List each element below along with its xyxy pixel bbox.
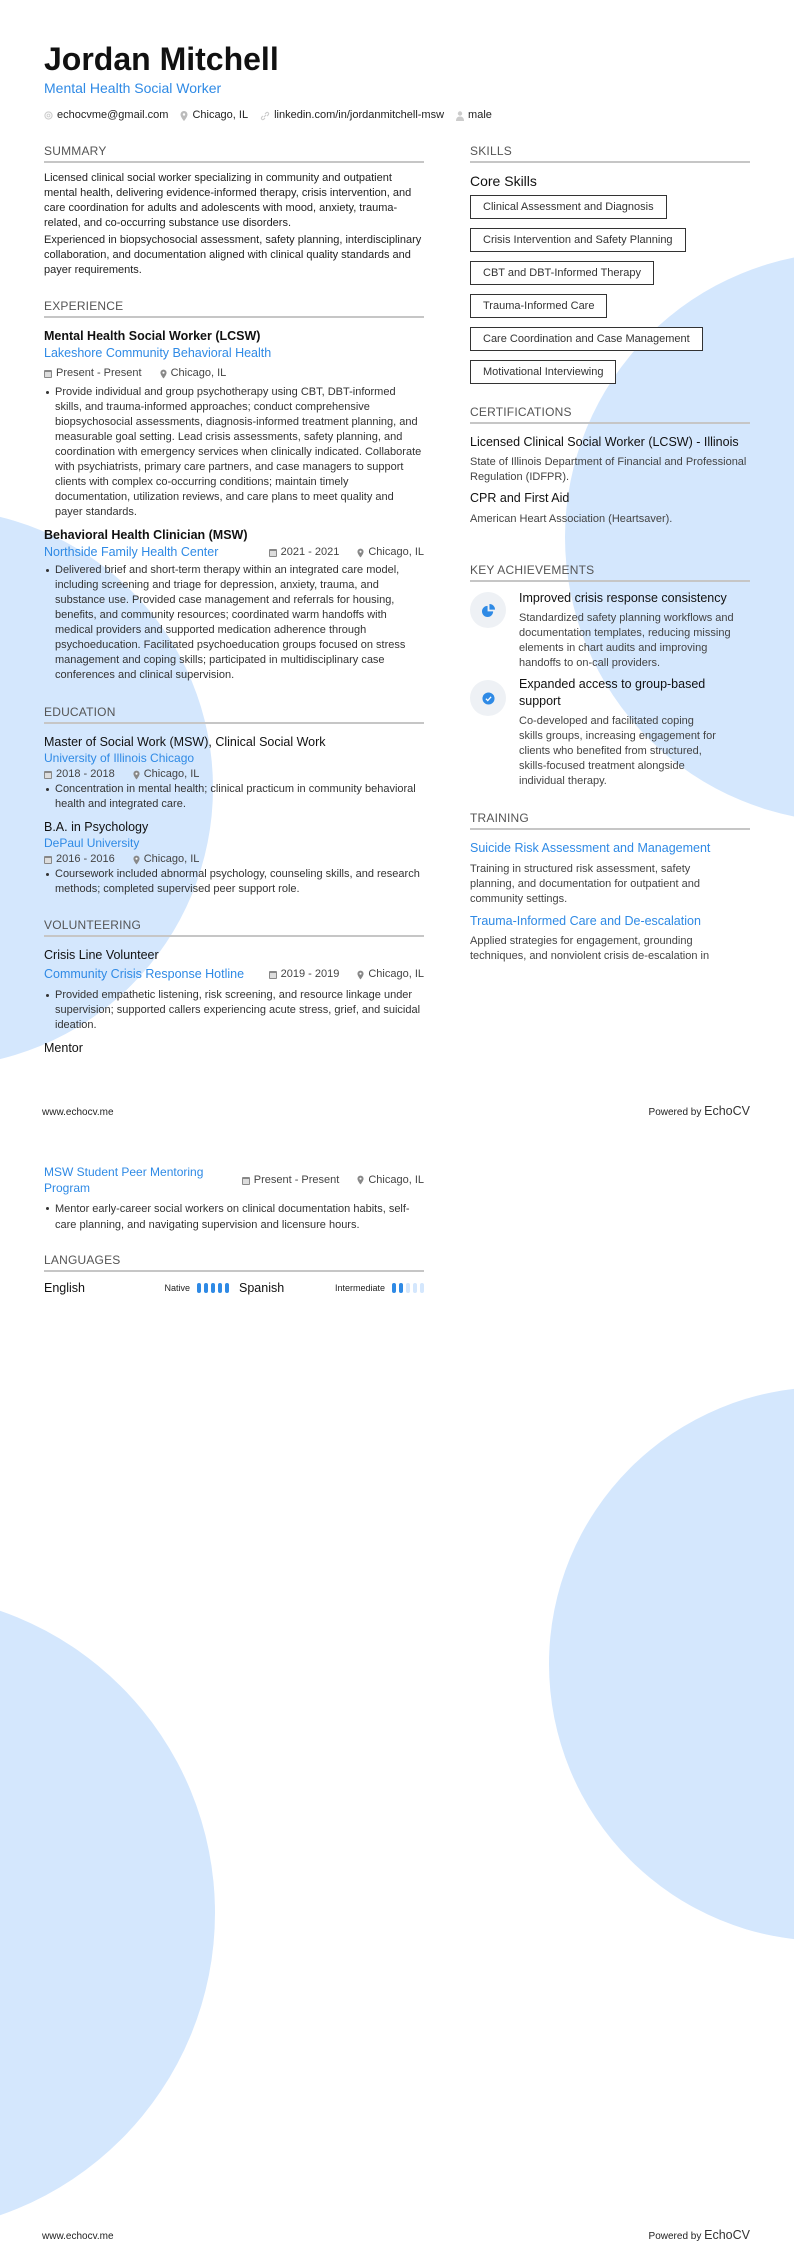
location-pin-icon bbox=[133, 855, 140, 865]
volunteering-section bbox=[44, 917, 424, 1057]
languages-section bbox=[44, 1252, 424, 1295]
achievement-icon-wrap bbox=[470, 592, 506, 628]
education-bullet: Coursework included abnormal psychology, counseling skills, and research methods; completed supervised peer support role. bbox=[44, 867, 424, 897]
footer-website[interactable]: www.echocv.me bbox=[42, 1107, 114, 1118]
skill-tag: Clinical Assessment and Diagnosis bbox=[470, 195, 667, 219]
volunteer-bullet: Provided empathetic listening, risk screening, and resource linkage under supervision; supported callers experiencing acute stress, grief, and suicidal ideation. bbox=[44, 988, 424, 1033]
location-text: Chicago, IL bbox=[192, 109, 249, 121]
employer: Lakeshore Community Behavioral Health bbox=[44, 346, 272, 360]
check-badge-icon bbox=[482, 692, 495, 705]
achievements-section bbox=[470, 562, 750, 582]
achievement-item bbox=[470, 590, 750, 671]
gender-text: male bbox=[468, 109, 492, 121]
skills-group-title: Core Skills bbox=[470, 173, 537, 189]
candidate-title: Mental Health Social Worker bbox=[44, 80, 222, 96]
language-item bbox=[239, 1281, 424, 1295]
skills-list bbox=[470, 195, 750, 393]
education-bullet: Concentration in mental health; clinical practicum in community behavioral health and integrated care. bbox=[44, 782, 424, 812]
language-rating bbox=[164, 1283, 229, 1293]
education-entry bbox=[44, 734, 424, 812]
language-item bbox=[44, 1281, 229, 1295]
brand-logo: EchoCV bbox=[704, 2228, 750, 2242]
calendar-icon bbox=[242, 1176, 250, 1185]
summary-paragraph: Experienced in biopsychosocial assessment, safety planning, interdisciplinary collaboration, and documentation aligned with clinical quality standards and payer requirements. bbox=[44, 234, 422, 276]
calendar-icon bbox=[44, 855, 52, 864]
volunteer-entry-continued bbox=[44, 1164, 424, 1233]
skill-tag: Trauma-Informed Care bbox=[470, 294, 607, 318]
powered-by-text: Powered by bbox=[648, 2231, 702, 2242]
volunteer-bullet: Mentor early-career social workers on clinical documentation habits, self-care planning, and navigating supervision and licensure hours. bbox=[44, 1201, 424, 1233]
volunteer-org-row bbox=[44, 966, 424, 983]
education-meta bbox=[44, 767, 424, 782]
education-dates: 2016 - 2016 bbox=[56, 853, 115, 865]
job-location: Chicago, IL bbox=[368, 546, 424, 558]
achievement-title: Expanded access to group-based support bbox=[519, 677, 706, 708]
location-pin-icon bbox=[357, 548, 364, 558]
cert-issuer: American Heart Association (Heartsaver). bbox=[470, 513, 673, 525]
education-dates: 2018 - 2018 bbox=[56, 768, 115, 780]
education-location: Chicago, IL bbox=[143, 853, 200, 865]
skill-tag: CBT and DBT-Informed Therapy bbox=[470, 261, 654, 285]
rating-dot bbox=[406, 1283, 410, 1293]
email-text: echocvme@gmail.com bbox=[57, 109, 169, 121]
training-title: Suicide Risk Assessment and Management bbox=[470, 841, 711, 855]
achievement-desc: Co-developed and facilitated coping skills groups, increasing engagement for clients who benefited from structured, skills-focused treatment alongside individual therapy. bbox=[519, 715, 716, 787]
rating-dot bbox=[197, 1283, 201, 1293]
rating-dot bbox=[413, 1283, 417, 1293]
location-pin-icon bbox=[180, 111, 188, 121]
rating-dot bbox=[211, 1283, 215, 1293]
rating-dot bbox=[392, 1283, 396, 1293]
training-section bbox=[470, 810, 750, 964]
skill-tag: Motivational Interviewing bbox=[470, 360, 616, 384]
languages-list bbox=[44, 1281, 424, 1295]
job-dates: Present - Present bbox=[56, 367, 142, 379]
resume-header bbox=[44, 40, 744, 123]
section-heading: SUMMARY bbox=[44, 143, 424, 163]
page-footer bbox=[42, 1104, 750, 1118]
experience-entry bbox=[44, 328, 424, 520]
location-pin-icon bbox=[133, 770, 140, 780]
job-bullet: Provide individual and group psychotherapy using CBT, DBT-informed skills, and trauma-informed approaches; conduct comprehensive biopsychosocial assessments, diagnosis-informed treatment planning, and measurable goal setting. Lead crisis assessments, safety planning, and coordination with emergency services when clinically indicated. Collaborate with psychiatrists, primary care partners, and case managers to support clients with complex co-occurring conditions; maintain timely documentation, utilization reviews, and care plans to meet quality and payer standards. bbox=[44, 385, 424, 520]
achievement-icon-wrap bbox=[470, 680, 506, 716]
volunteer-org: Community Crisis Response Hotline bbox=[44, 967, 245, 981]
job-location: Chicago, IL bbox=[170, 367, 227, 379]
section-heading: SKILLS bbox=[470, 143, 750, 163]
job-meta bbox=[44, 366, 424, 381]
job-meta bbox=[269, 545, 424, 560]
volunteer-location: Chicago, IL bbox=[368, 1173, 424, 1186]
education-location: Chicago, IL bbox=[143, 768, 200, 780]
achievement-item bbox=[470, 676, 750, 789]
rating-dot bbox=[218, 1283, 222, 1293]
training-title: Trauma-Informed Care and De-escalation bbox=[470, 914, 701, 928]
experience-section bbox=[44, 298, 424, 683]
section-heading: EXPERIENCE bbox=[44, 298, 424, 318]
job-bullet: Delivered brief and short-term therapy within an integrated care model, including screening and triage for depression, anxiety, trauma, and substance use. Provided case management and referrals for housing, benefits, and community resources; coordinated warm handoffs with medical providers and supported medication adherence through psychoeducation. Facilitated psychoeducation groups focused on stress management and coping skills; participated in multidisciplinary case conferences and clinical supervision. bbox=[44, 563, 424, 683]
section-heading: LANGUAGES bbox=[44, 1252, 424, 1272]
location-pin-icon bbox=[357, 1175, 364, 1185]
achievement-desc: Standardized safety planning workflows and documentation templates, reducing missing elements in chart audits and improving handoffs to on-call providers. bbox=[519, 612, 734, 669]
page-footer bbox=[42, 2228, 750, 2242]
calendar-icon bbox=[269, 970, 277, 979]
section-heading: VOLUNTEERING bbox=[44, 917, 424, 937]
language-level: Intermediate bbox=[334, 1283, 385, 1293]
education-meta bbox=[44, 852, 424, 867]
rating-dot bbox=[399, 1283, 403, 1293]
calendar-icon bbox=[269, 548, 277, 557]
powered-by-text: Powered by bbox=[648, 1107, 702, 1118]
employer: Northside Family Health Center bbox=[44, 545, 219, 559]
skill-tag: Care Coordination and Case Management bbox=[470, 327, 703, 351]
person-icon bbox=[456, 111, 464, 121]
contact-location bbox=[180, 108, 248, 123]
job-org-row bbox=[44, 544, 424, 561]
footer-website[interactable]: www.echocv.me bbox=[42, 2231, 114, 2242]
volunteer-meta bbox=[269, 967, 424, 982]
volunteer-location: Chicago, IL bbox=[368, 968, 424, 980]
location-pin-icon bbox=[357, 970, 364, 980]
linkedin-text: linkedin.com/in/jordanmitchell-msw bbox=[274, 109, 445, 121]
rating-dot bbox=[204, 1283, 208, 1293]
candidate-name: Jordan Mitchell bbox=[44, 41, 279, 77]
education-section bbox=[44, 704, 424, 897]
cert-issuer: State of Illinois Department of Financial and Professional Regulation (IDFPR). bbox=[470, 456, 747, 483]
contact-linkedin[interactable] bbox=[260, 108, 444, 123]
volunteer-meta bbox=[242, 1173, 424, 1188]
school: DePaul University bbox=[44, 836, 140, 850]
experience-entry bbox=[44, 527, 424, 683]
volunteer-dates: 2019 - 2019 bbox=[280, 968, 340, 980]
volunteer-entry bbox=[44, 947, 424, 1033]
language-rating bbox=[335, 1283, 424, 1293]
certifications-section bbox=[470, 404, 750, 527]
contact-row bbox=[44, 108, 744, 123]
summary-paragraph: Licensed clinical social worker specializing in community and outpatient mental health, delivering evidence-informed therapy, crisis intervention, and care coordination for adults and adolescents with mood, anxiety, trauma-related, and co-occurring substance use disorders. bbox=[44, 172, 412, 229]
language-name: English bbox=[44, 1281, 85, 1295]
training-desc: Training in structured risk assessment, safety planning, and documentation for outpatient and community settings. bbox=[470, 863, 700, 905]
link-icon bbox=[260, 111, 270, 121]
job-title: Mental Health Social Worker (LCSW) bbox=[44, 329, 261, 343]
cert-name: Licensed Clinical Social Worker (LCSW) - Illinois bbox=[470, 435, 739, 449]
achievement-title: Improved crisis response consistency bbox=[519, 591, 727, 605]
section-heading: EDUCATION bbox=[44, 704, 424, 724]
language-level: Native bbox=[164, 1283, 190, 1293]
location-pin-icon bbox=[160, 369, 167, 379]
rating-dot bbox=[225, 1283, 229, 1293]
decor-circle bbox=[549, 1387, 794, 1941]
contact-email[interactable] bbox=[44, 108, 168, 123]
footer-powered bbox=[649, 1104, 750, 1118]
footer-powered bbox=[649, 2228, 750, 2242]
brand-logo: EchoCV bbox=[704, 1104, 750, 1118]
calendar-icon bbox=[44, 770, 52, 779]
rating-dot bbox=[420, 1283, 424, 1293]
volunteer-role: Crisis Line Volunteer bbox=[44, 948, 159, 962]
calendar-icon bbox=[44, 369, 52, 378]
school: University of Illinois Chicago bbox=[44, 751, 195, 765]
cert-name: CPR and First Aid bbox=[470, 491, 570, 505]
volunteer-role: Mentor bbox=[44, 1041, 83, 1055]
training-desc: Applied strategies for engagement, grounding techniques, and nonviolent crisis de-escalation in bbox=[470, 935, 710, 962]
volunteer-dates: Present - Present bbox=[253, 1173, 340, 1186]
at-icon bbox=[44, 111, 53, 120]
section-heading: TRAINING bbox=[470, 810, 750, 830]
volunteer-org: MSW Student Peer Mentoring Program bbox=[44, 1165, 204, 1195]
section-heading: CERTIFICATIONS bbox=[470, 404, 750, 424]
pie-chart-icon bbox=[482, 604, 495, 617]
degree: B.A. in Psychology bbox=[44, 820, 149, 834]
job-dates: 2021 - 2021 bbox=[280, 546, 340, 558]
decor-circle bbox=[0, 1593, 215, 2233]
summary-section bbox=[44, 143, 424, 278]
skill-tag: Crisis Intervention and Safety Planning bbox=[470, 228, 686, 252]
skills-section bbox=[470, 143, 750, 393]
language-name: Spanish bbox=[239, 1281, 285, 1295]
degree: Master of Social Work (MSW), Clinical Social Work bbox=[44, 735, 326, 749]
section-heading: KEY ACHIEVEMENTS bbox=[470, 562, 750, 582]
job-title: Behavioral Health Clinician (MSW) bbox=[44, 528, 248, 542]
contact-gender bbox=[456, 108, 492, 123]
education-entry bbox=[44, 819, 424, 897]
